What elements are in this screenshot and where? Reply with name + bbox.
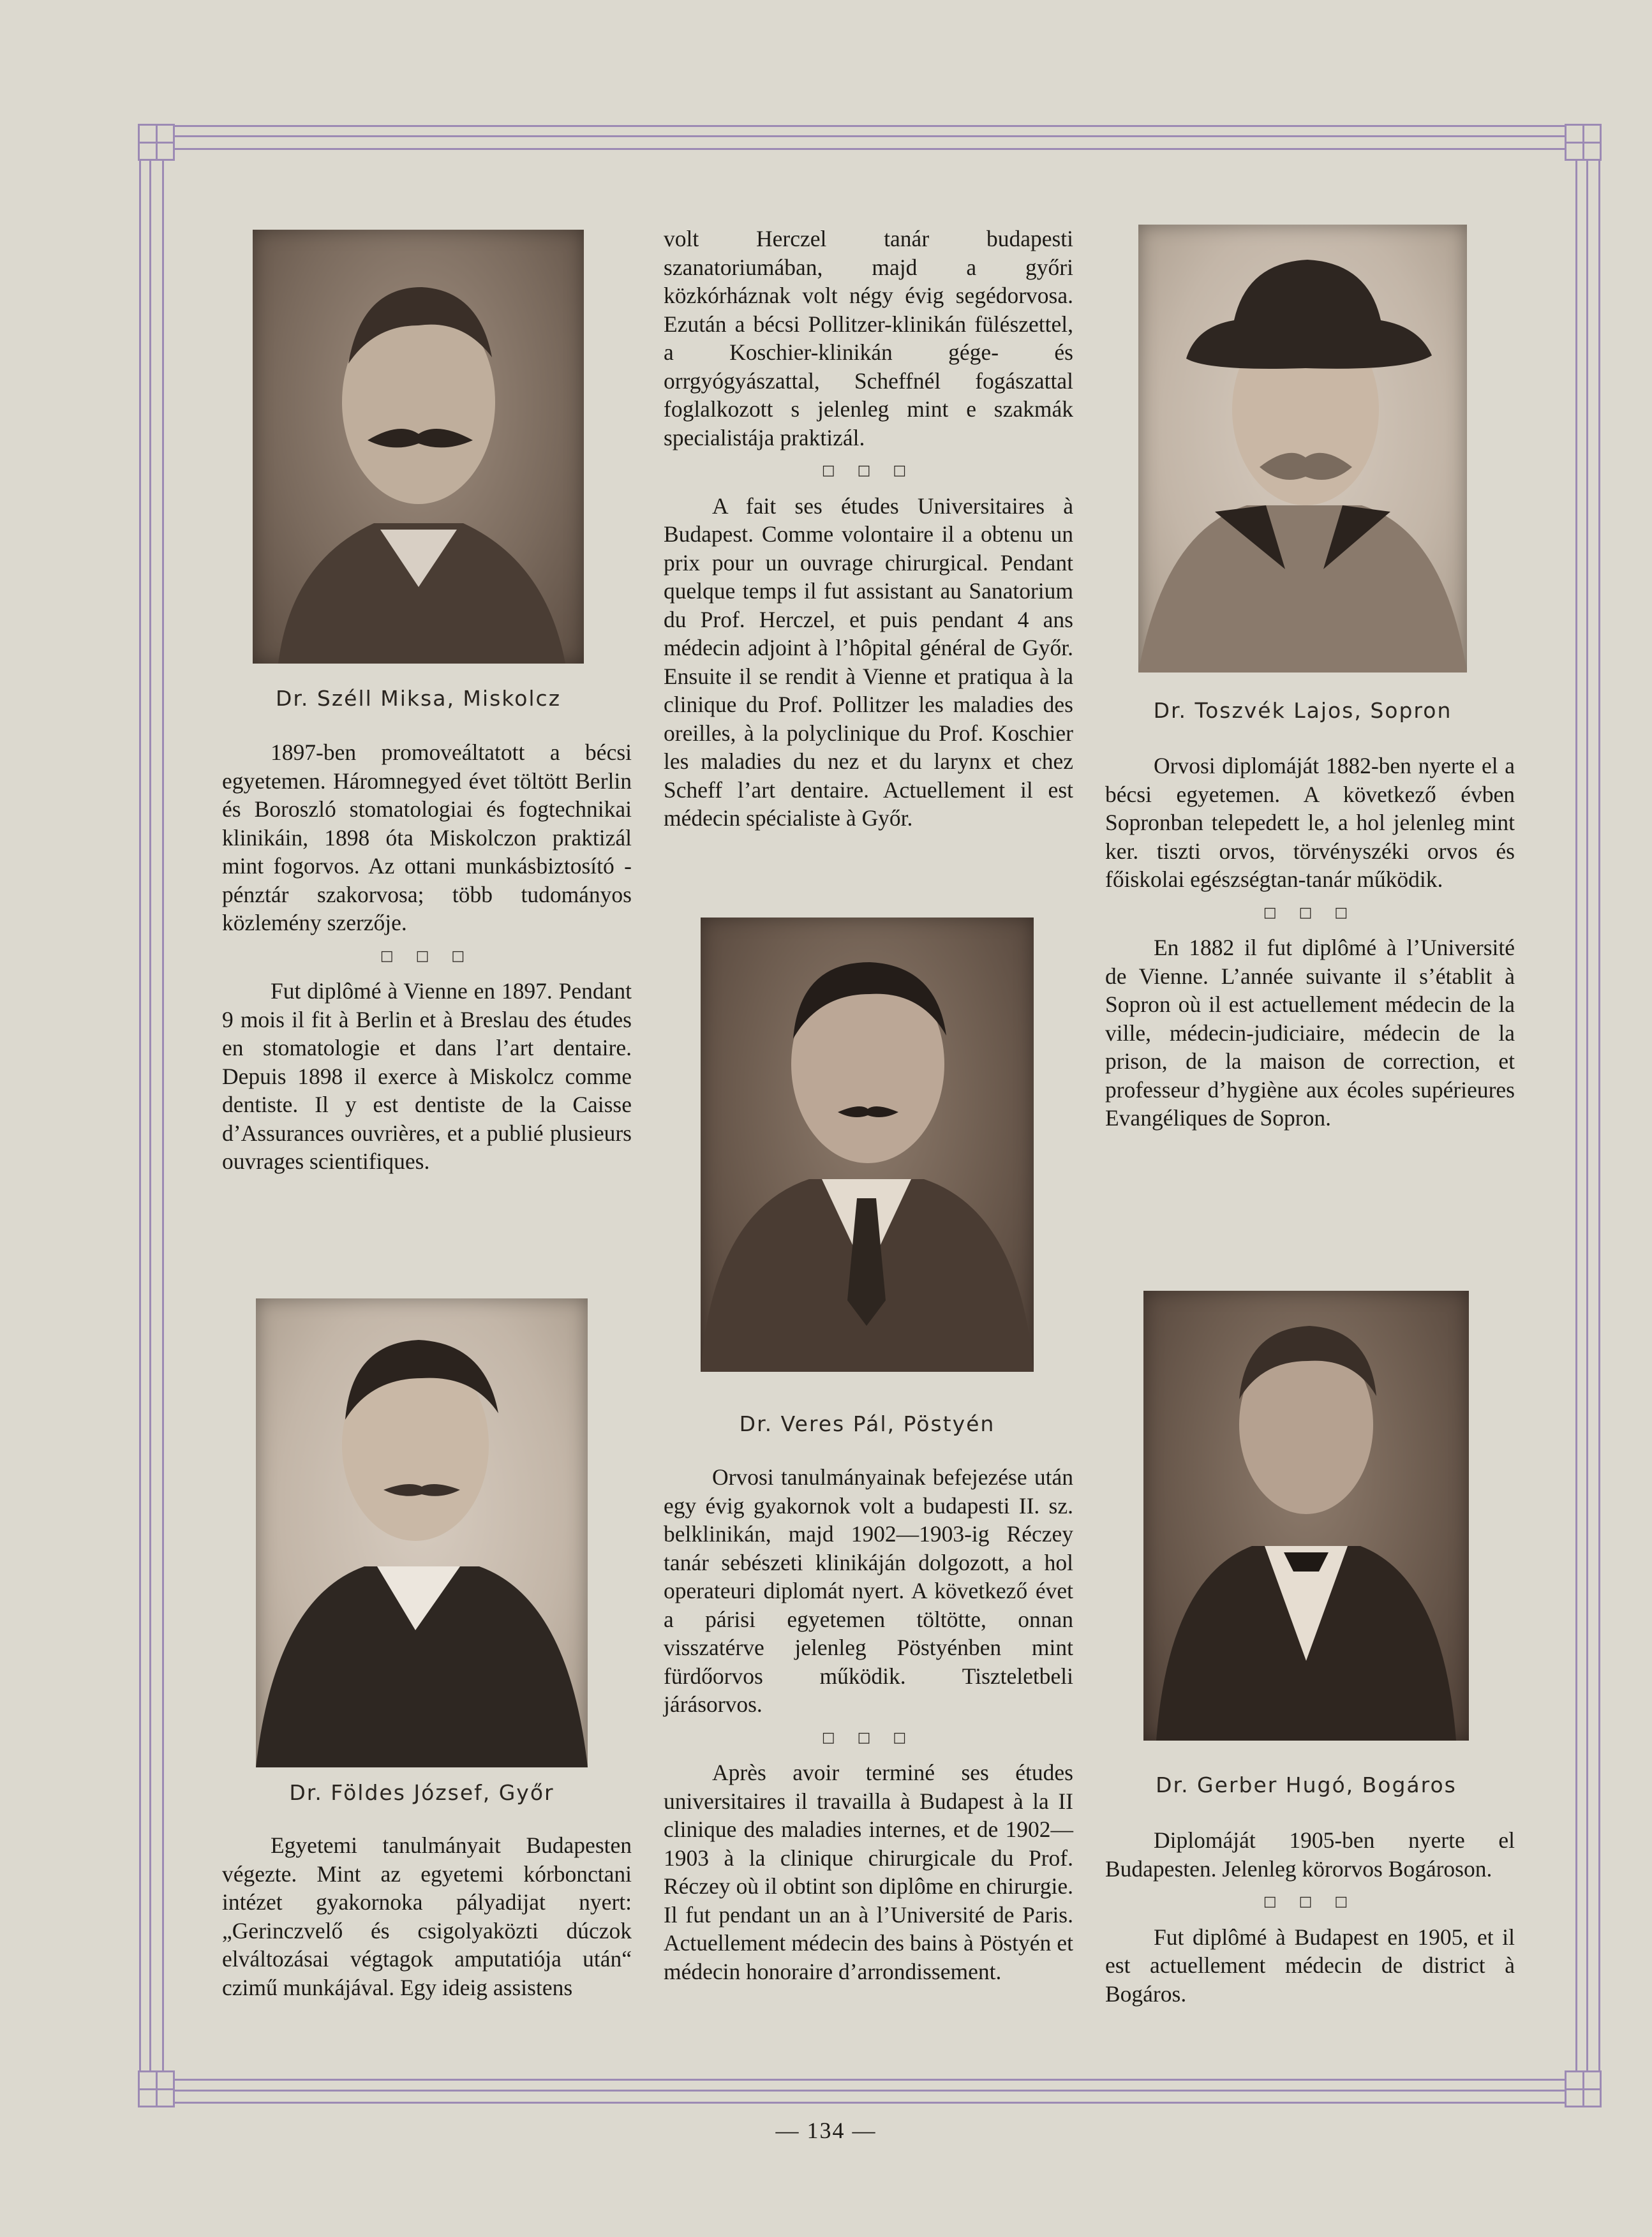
caption-szell: Dr. Széll Miksa, Miskolcz: [275, 686, 562, 711]
bio-hungarian-foldes: Egyetemi tanulmányait Budapesten végezte. Mint az egyetemi kórbonctani intézet gyakornoka pályadijat nyert: „Gerinczvelő és csigolyaközti dúczok elváltozásai végtagok amputatiója után“ czimű munkájával. Egy ideig assistens: [222, 1832, 632, 2000]
bio-hungarian-veres: Orvosi tanulmányainak befejezése után egy évig gyakornok volt a budapesti II. sz. belklinikán, majd 1902—1903-ig Réczey tanár sebészeti klinikáján dolgozott, a hol operateuri diplomát nyert. A következő évet a párisi egyetemen töltötte, onnan visszatérve jelenleg Pöstyénben mint fürdőorvos működik. Tiszteletbeli járásorvos.: [664, 1464, 1073, 1717]
bio-french-szell: Fut diplômé à Vienne en 1897. Pendant 9 mois il fit à Berlin et à Breslau des études en stomatologie et dans l’art dentaire. Depuis 1898 il exerce à Miskolcz comme dentiste. Il y est dentiste de la Caisse d’Assurances ouvrières, et a publié plusieurs ouvrages scientifiques.: [222, 978, 632, 1174]
caption-toszvek: Dr. Toszvék Lajos, Sopron: [1153, 698, 1452, 723]
portrait-photo-veres: [701, 918, 1034, 1372]
text-block-veres: [664, 1463, 1073, 1986]
portrait-photo-toszvek: [1138, 225, 1467, 673]
bio-hungarian-gerber: Diplomáját 1905-ben nyerte el Budapesten. Jelenleg körorvos Bogároson.: [1105, 1827, 1515, 1882]
bio-hungarian-foldes-continued: volt Herczel tanár budapesti szanatoriumában, majd a győri közkórháznak volt négy évig segédorvosa. Ezután a bécsi Pollitzer-klinikán fülészettel, a Koschier-klinikán gége- és orrgyógyászattal, Scheffnél fogászattal foglalkozott s jelenleg mint e szakmák specialistája praktizál.: [664, 226, 1073, 450]
bio-hungarian-szell: 1897-ben promoveáltatott a bécsi egyetemen. Háromnegyed évet töltött Berlin és Boroszló stomatologiai és fogtechnikai klinikáin, 1898 óta Miskolczon praktizál mint fogorvos. Az ottani munkásbiztosító - pénztár szakorvosa; több tudományos közlemény szerzője.: [222, 739, 632, 935]
section-separator: □ □ □: [821, 1729, 916, 1746]
portrait-photo-foldes: [256, 1298, 588, 1767]
frame-rule: [139, 135, 1600, 137]
frame-rule: [149, 125, 151, 2104]
text-block-szell: [222, 738, 632, 1176]
text-block-foldes-continued: [664, 225, 1073, 833]
caption-foldes: Dr. Földes József, Győr: [289, 1780, 554, 1805]
section-separator: □ □ □: [380, 948, 474, 964]
caption-veres: Dr. Veres Pál, Pöstyén: [739, 1411, 995, 1436]
caption-gerber: Dr. Gerber Hugó, Bogáros: [1156, 1773, 1457, 1797]
text-block-gerber: [1105, 1826, 1515, 2008]
frame-corner-ornament: [1565, 2070, 1602, 2107]
section-separator: □ □ □: [1263, 1894, 1357, 1910]
bio-hungarian-toszvek: Orvosi diplomáját 1882-ben nyerte el a bécsi egyetemen. A következő évben Sopronban telepedett le, a hol jelenleg mint ker. tiszti orvos, törvényszéki orvos és főiskolai egészségtan-tanár működik.: [1105, 753, 1515, 892]
bio-french-foldes: A fait ses études Universitaires à Budapest. Comme volontaire il a obtenu un prix pour un ouvrage chirurgical. Pendant quelque temps il fut assistant au Sanatorium du Prof. Herczel, et puis pendant 4 ans médecin adjoint à l’hôpital général de Győr. Ensuite il se rendit à Vienne et pratiqua à la clinique du Prof. Pollitzer les maladies des oreilles, à la polyclinique du Prof. Koschier les maladies du nez et du larynx et chez Scheff l’art dentaire. Actuellement il est médecin spécialiste à Győr.: [664, 493, 1073, 831]
text-block-toszvek: [1105, 752, 1515, 1133]
section-separator: □ □ □: [1263, 904, 1357, 921]
bio-french-gerber: Fut diplômé à Budapest en 1905, et il est actuellement médecin de district à Bogáros.: [1105, 1924, 1515, 2007]
portrait-photo-szell: [253, 230, 584, 664]
text-block-foldes: [222, 1831, 632, 2002]
bio-french-toszvek: En 1882 il fut diplômé à l’Université de Vienne. L’année suivante il s’établit à Sopron où il est actuellement médecin de la ville, médecin-judiciaire, médecin de la prison, de la maison de correction, et professeur d’hygiène aux écoles supérieures Evangéliques de Sopron.: [1105, 935, 1515, 1131]
frame-corner-ornament: [138, 2070, 175, 2107]
portrait-photo-gerber: [1143, 1291, 1469, 1741]
frame-rule: [1586, 125, 1588, 2104]
frame-rule: [139, 2090, 1600, 2092]
frame-corner-ornament: [138, 124, 175, 161]
page-number: — 134 —: [775, 2118, 877, 2143]
section-separator: □ □ □: [821, 463, 916, 479]
frame-corner-ornament: [1565, 124, 1602, 161]
bio-french-veres: Après avoir terminé ses études universitaires il travailla à Budapest à la II clinique des maladies internes, et de 1902—1903 à la clinique chirurgicale du Prof. Réczey où il obtint son diplôme en chirurgie. Il fut pendant un an à l’Université de Paris. Actuellement médecin des bains à Pöstyén et médecin honoraire d’arrondissement.: [664, 1760, 1073, 1984]
